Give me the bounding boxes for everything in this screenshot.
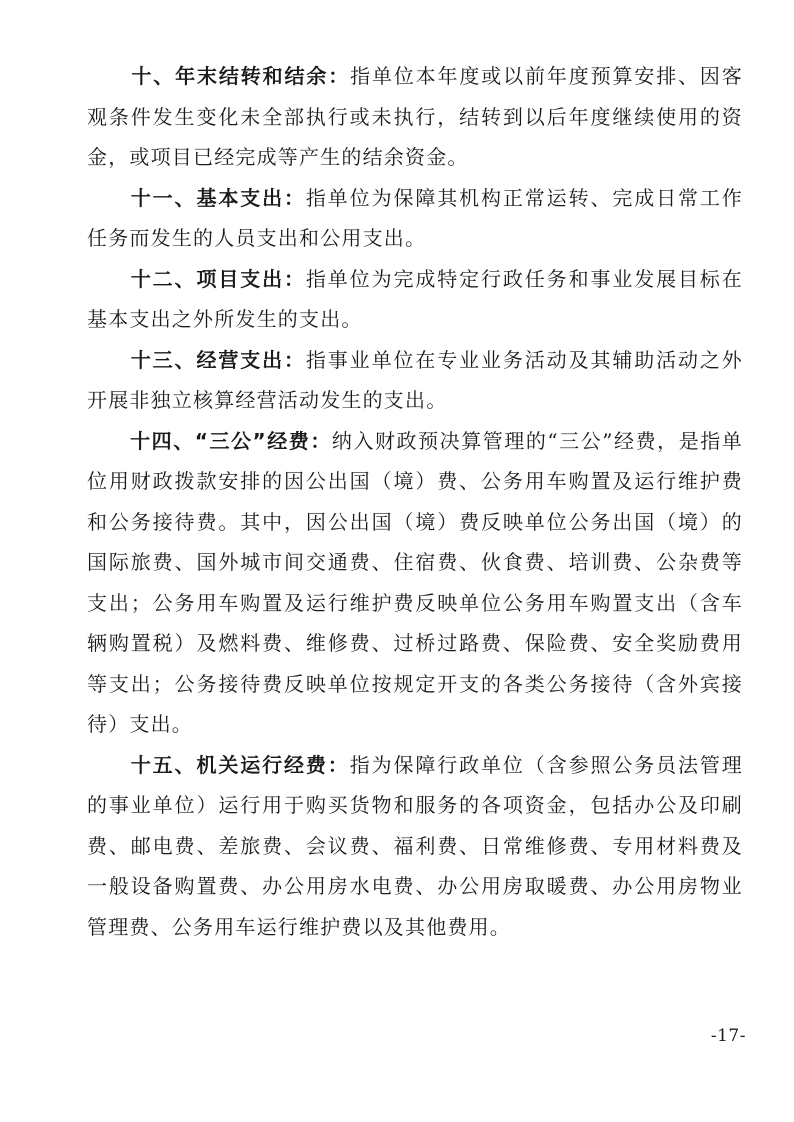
paragraph-text: 指事业单位在专业业务活动及其辅助活动之外开展非独立核算经营活动发生的支出。: [87, 347, 743, 412]
paragraph-heading: 十五、机关运行经费：: [130, 752, 350, 777]
paragraph-heading: 十三、经营支出：: [130, 347, 306, 372]
paragraph-text: 纳入财政预决算管理的“三公”经费，是指单位用财政拨款安排的因公出国（境）费、公务用车购置及运行维护费和公务接待费。其中，因公出国（境）费反映单位公务出国（境）的国际旅费、国外城市间交通费、住宿费、伙食费、培训费、公杂费等支出；公务用车购置及运行维护费反映单位公务用车购置支出（含车辆购置税）及燃料费、维修费、过桥过路费、保险费、安全奖励费用等支出；公务接待费反映单位按规定开支的各类公务接待（含外宾接待）支出。: [87, 428, 744, 736]
document-body: [87, 56, 743, 947]
paragraph-text: 指单位为完成特定行政任务和事业发展目标在基本支出之外所发生的支出。: [87, 266, 743, 331]
paragraph-basic-expenditure: [87, 178, 743, 259]
paragraph-text: 指单位为保障其机构正常运转、完成日常工作任务而发生的人员支出和公用支出。: [87, 185, 743, 250]
paragraph-agency-operating-funds: [87, 745, 743, 948]
paragraph-heading: 十四、“三公”经费：: [130, 428, 332, 453]
paragraph-year-end-balance: [87, 56, 743, 178]
paragraph-heading: 十一、基本支出：: [130, 185, 306, 210]
paragraph-project-expenditure: [87, 259, 743, 340]
paragraph-operating-expenditure: [87, 340, 743, 421]
paragraph-heading: 十、年末结转和结余：: [131, 64, 351, 88]
paragraph-three-public-expenses: [87, 421, 743, 745]
paragraph-text: 指单位本年度或以前年度预算安排、因客观条件发生变化未全部执行或未执行，结转到以后年度继续使用的资金，或项目已经完成等产生的结余资金。: [87, 64, 744, 169]
paragraph-text: 指为保障行政单位（含参照公务员法管理的事业单位）运行用于购买货物和服务的各项资金，包括办公及印刷费、邮电费、差旅费、会议费、福利费、日常维修费、专用材料费及一般设备购置费、办公用房水电费、办公用房取暖费、办公用房物业管理费、公务用车运行维护费以及其他费用。: [87, 752, 744, 939]
paragraph-heading: 十二、项目支出：: [130, 266, 306, 291]
page-number: -17-: [710, 1026, 746, 1046]
